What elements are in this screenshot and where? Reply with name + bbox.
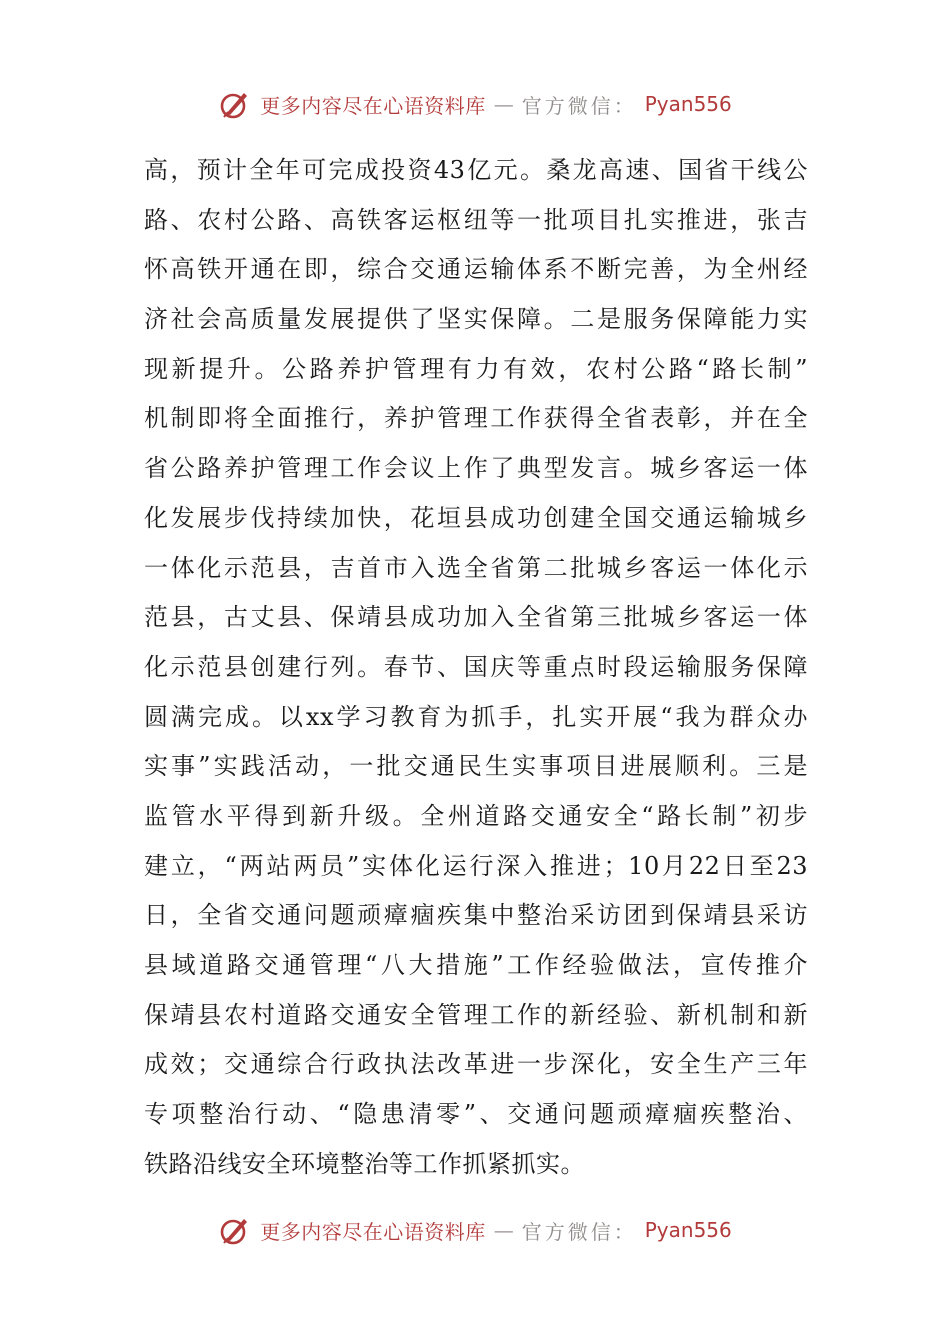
text-line: 路、农村公路、高铁客运枢纽等一批项目扎实推进，张吉 (144, 205, 808, 234)
text-line: 化发展步伐持续加快，花垣县成功创建全国交通运输城乡 (144, 503, 808, 532)
banner-wechat-id: Pyan556 (644, 1218, 732, 1242)
text-line: 成效；交通综合行政执法改革进一步深化，安全生产三年 (144, 1050, 808, 1079)
quill-logo-icon (218, 87, 252, 121)
text-line: 化示范县创建行列。春节、国庆等重点时段运输服务保障 (144, 652, 808, 681)
text-line: 监管水平得到新升级。全州道路交通安全“路长制”初步 (144, 801, 808, 830)
header-banner (0, 82, 950, 126)
text-line: 现新提升。公路养护管理有力有效，农村公路“路长制” (144, 354, 808, 383)
text-line: 县域道路交通管理“八大措施”工作经验做法，宣传推介 (144, 951, 808, 979)
text-line: 省公路养护管理工作会议上作了典型发言。城乡客运一体 (144, 454, 808, 483)
text-line: 一体化示范县，吉首市入选全省第二批城乡客运一体化示 (144, 553, 808, 582)
text-line: 保靖县农村道路交通安全管理工作的新经验、新机制和新 (144, 1000, 808, 1029)
banner-site-text: 更多内容尽在心语资料库 (260, 1219, 486, 1244)
text-line: 济社会高质量发展提供了坚实保障。二是服务保障能力实 (144, 305, 808, 334)
banner-separator: — (493, 92, 514, 116)
text-line: 怀高铁开通在即，综合交通运输体系不断完善，为全州经 (144, 255, 808, 284)
text-line: 圆满完成。以xx学习教育为抓手，扎实开展“我为群众办 (144, 702, 808, 731)
footer-banner (0, 1208, 950, 1252)
text-line: 日，全省交通问题顽瘴痼疾集中整治采访团到保靖县采访 (144, 901, 808, 930)
banner-wechat-label: 官方微信： (521, 93, 637, 118)
banner-wechat-id: Pyan556 (644, 92, 732, 116)
text-line: 专项整治行动、“隐患清零”、交通问题顽瘴痼疾整治、 (144, 1100, 808, 1129)
text-line: 机制即将全面推行，养护管理工作获得全省表彰，并在全 (144, 404, 808, 433)
text-line: 铁路沿线安全环境整治等工作抓紧抓实。 (144, 1149, 585, 1178)
banner-separator: — (493, 1218, 514, 1242)
text-line: 建立，“两站两员”实体化运行深入推进；10月22日至23 (144, 851, 808, 880)
banner-wechat-label: 官方微信： (521, 1219, 637, 1244)
document-body (144, 146, 808, 1189)
text-line: 范县，古丈县、保靖县成功加入全省第三批城乡客运一体 (144, 603, 808, 632)
text-line: 实事”实践活动，一批交通民生实事项目进展顺利。三是 (144, 752, 808, 781)
banner-site-text: 更多内容尽在心语资料库 (260, 93, 486, 118)
text-line: 高，预计全年可完成投资43亿元。桑龙高速、国省干线公 (144, 156, 808, 184)
quill-logo-icon (218, 1213, 252, 1247)
